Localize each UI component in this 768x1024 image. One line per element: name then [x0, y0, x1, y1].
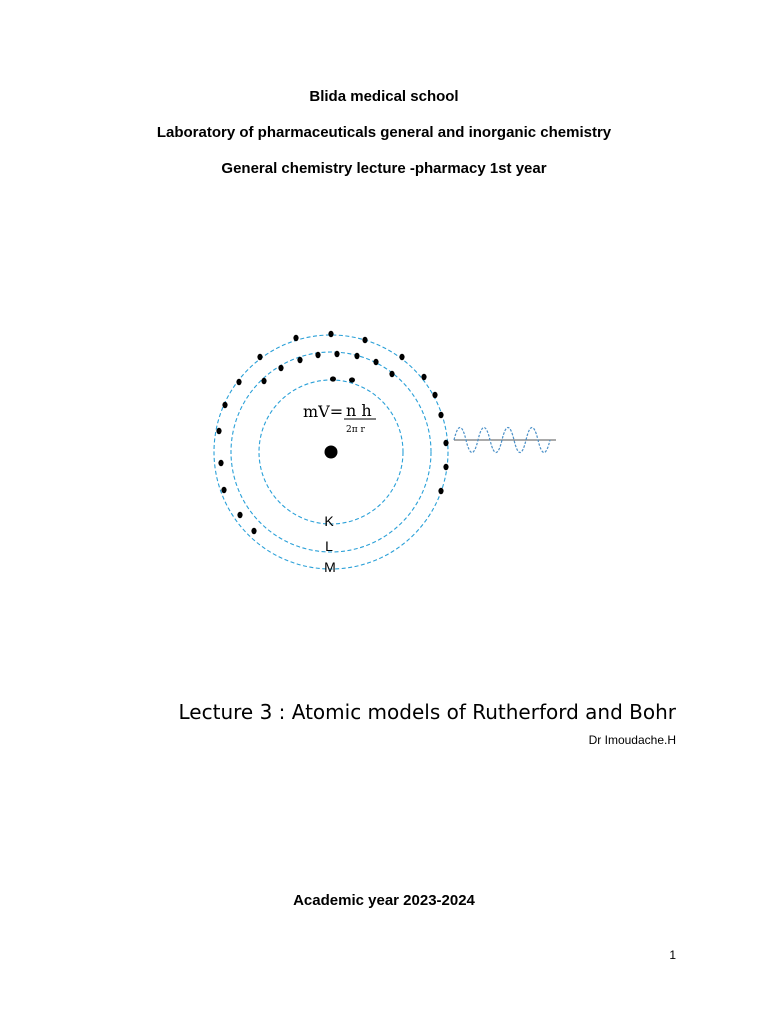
electron: [354, 353, 359, 359]
formula-denominator: 2π r: [346, 425, 365, 435]
academic-year: Academic year 2023-2024: [293, 892, 475, 909]
electron: [443, 464, 448, 470]
electrons: [216, 331, 448, 534]
formula-numerator: n h: [346, 401, 372, 420]
electron: [218, 460, 223, 466]
electron: [438, 412, 443, 418]
electron: [216, 428, 221, 434]
electron: [334, 351, 339, 357]
lecture-title: Lecture 3 : Atomic models of Rutherford and Bohr: [178, 700, 676, 724]
electron: [293, 335, 298, 341]
electron: [237, 512, 242, 518]
electron: [421, 374, 426, 380]
electron: [222, 402, 227, 408]
institution-name: Blida medical school: [309, 88, 459, 105]
electron: [432, 392, 437, 398]
electron: [438, 488, 443, 494]
laboratory-name: Laboratory of pharmaceuticals general and inorganic chemistry: [156, 124, 612, 141]
electron: [251, 528, 256, 534]
electron: [349, 377, 355, 382]
electron: [236, 379, 241, 385]
shell-label-k: K: [324, 513, 334, 529]
electron: [221, 487, 226, 493]
electron: [443, 440, 448, 446]
electron: [278, 365, 283, 371]
page-number: 1: [669, 948, 676, 962]
shell-label-l: L: [325, 538, 333, 554]
shell-labels: [324, 513, 336, 575]
electron: [257, 354, 262, 360]
author-name: Dr Imoudache.H: [588, 733, 676, 747]
bohr-atom-diagram: [200, 315, 580, 590]
electron: [330, 376, 336, 381]
electron: [261, 378, 266, 384]
electron: [373, 359, 378, 365]
electron: [297, 357, 302, 363]
formula-left: mV=: [303, 402, 344, 421]
course-name: General chemistry lecture -pharmacy 1st year: [221, 160, 547, 177]
electron: [399, 354, 404, 360]
bohr-formula: [303, 401, 376, 435]
nucleus: [325, 446, 338, 459]
electron: [389, 371, 394, 377]
photon-wave-icon: [454, 428, 556, 453]
electron: [362, 337, 367, 343]
electron: [315, 352, 320, 358]
shell-label-m: M: [324, 559, 336, 575]
electron: [328, 331, 333, 337]
